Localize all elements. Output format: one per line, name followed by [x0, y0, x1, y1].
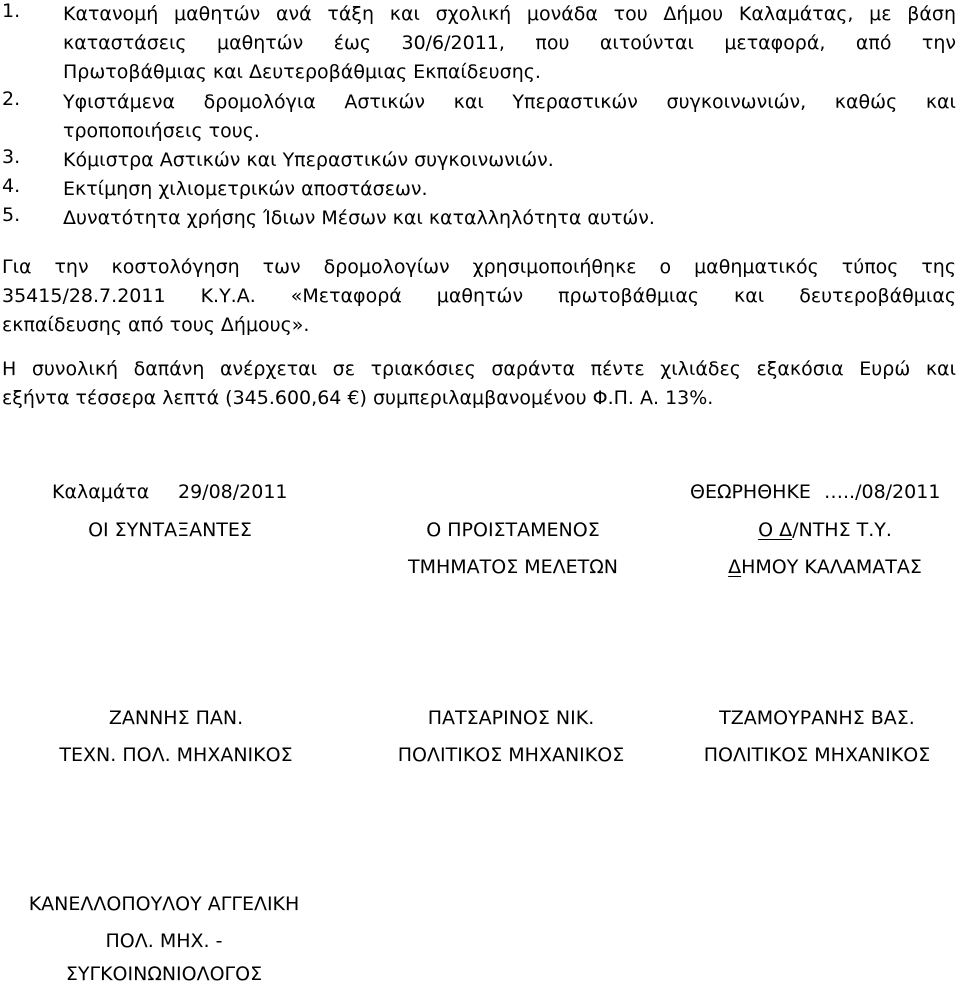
list-item-line: Κόμιστρα Αστικών και Υπεραστικών συγκοινωνιών.: [63, 149, 554, 171]
paragraph-line: εξήντα τέσσερα λεπτά (345.600,64 €) συμπεριλαμβανομένου Φ.Π. Α. 13%.: [2, 387, 714, 409]
list-item-number: 1.: [2, 0, 21, 22]
list-item-text: [63, 88, 956, 146]
extra-signer-role: ΠΟΛ. ΜΗΧ. -: [105, 930, 223, 952]
list-item-number: 3.: [2, 146, 21, 168]
list-item-line: Υφιστάμενα δρομολόγια Αστικών και Υπεραστικών συγκοινωνιών, καθώς και: [63, 91, 956, 113]
signature-col3-title: [684, 516, 960, 544]
signature-col3-role: ΠΟΛΙΤΙΚΟΣ ΜΗΧΑΝΙΚΟΣ: [703, 744, 931, 766]
extra-signer-specialty: ΣΥΓΚΟΙΝΩΝΙΟΛΟΓΟΣ: [65, 963, 263, 985]
approved-date: …../08/2011: [824, 481, 941, 503]
paragraph-line: Η συνολική δαπάνη ανέρχεται σε τριακόσιες σαράντα πέντε χιλιάδες εξακόσια Ευρώ και: [2, 358, 956, 380]
signature-col2-title: Ο ΠΡΟΙΣΤΑΜΕΝΟΣ: [426, 519, 600, 541]
signature-col3-subtitle: [684, 553, 960, 581]
list-item-number: 5.: [2, 204, 21, 226]
list-item-line: Δυνατότητα χρήσης Ίδιων Μέσων και καταλληλότητα αυτών.: [63, 207, 655, 229]
total-cost-paragraph: [2, 355, 956, 413]
signature-col1-name: ΖΑΝΝΗΣ ΠΑΝ.: [108, 707, 244, 729]
list-item-number: 4.: [2, 175, 21, 197]
list-item-text: [63, 175, 956, 204]
list-item-line: Πρωτοβάθμιας και Δευτεροβάθμιας Εκπαίδευσης.: [63, 61, 541, 83]
list-item-text: [63, 146, 956, 175]
paragraph-line: Για την κοστολόγηση των δρομολογίων χρησιμοποιήθηκε ο μαθηματικός τύπος της: [2, 256, 956, 278]
costing-paragraph: [2, 253, 956, 340]
signature-col2-name: ΠΑΤΣΑΡΙΝΟΣ ΝΙΚ.: [427, 707, 595, 729]
list-item-line: καταστάσεις μαθητών έως 30/6/2011, που αιτούνται μεταφορά, από την: [63, 32, 956, 54]
list-item-text: [63, 0, 956, 87]
paragraph-line: 35415/28.7.2011 Κ.Υ.Α. «Μεταφορά μαθητών πρωτοβάθμιας και δευτεροβάθμιας: [2, 285, 956, 307]
signature-col3-subtitle-rest: ΗΜΟΥ ΚΑΛΑΜΑΤΑΣ: [741, 556, 922, 578]
list-item-line: τροποποιήσεις τους.: [63, 120, 260, 142]
place-label: Καλαμάτα: [52, 481, 150, 503]
list-item-text: [63, 204, 956, 233]
extra-signer-name: ΚΑΝΕΛΛΟΠΟΥΛΟΥ ΑΓΓΕΛΙΚΗ: [28, 893, 300, 915]
signature-col2-role: ΠΟΛΙΤΙΚΟΣ ΜΗΧΑΝΙΚΟΣ: [397, 744, 625, 766]
list-item-line: Εκτίμηση χιλιομετρικών αποστάσεων.: [63, 178, 428, 200]
list-item-number: 2.: [2, 88, 21, 110]
signature-col3-name: ΤΖΑΜΟΥΡΑΝΗΣ ΒΑΣ.: [719, 707, 915, 729]
signature-col3-title-rest: /ΝΤΗΣ Τ.Υ.: [792, 519, 892, 541]
document-date: 29/08/2011: [178, 481, 288, 503]
approved-label: ΘΕΩΡΗΘΗΚΕ: [690, 481, 811, 503]
signature-col1-title: ΟΙ ΣΥΝΤΑΞΑΝΤΕΣ: [88, 519, 252, 541]
signature-col3-subtitle-underlined: Δ: [728, 556, 742, 578]
list-item-line: Κατανομή μαθητών ανά τάξη και σχολική μονάδα του Δήμου Καλαμάτας, με βάση: [63, 3, 956, 25]
signature-col1-role: ΤΕΧΝ. ΠΟΛ. ΜΗΧΑΝΙΚΟΣ: [59, 744, 293, 766]
signature-col3-title-underlined: Ο Δ: [758, 519, 793, 541]
paragraph-line: εκπαίδευσης από τους Δήμους».: [2, 314, 310, 336]
signature-col2-subtitle: ΤΜΗΜΑΤΟΣ ΜΕΛΕΤΩΝ: [407, 556, 619, 578]
